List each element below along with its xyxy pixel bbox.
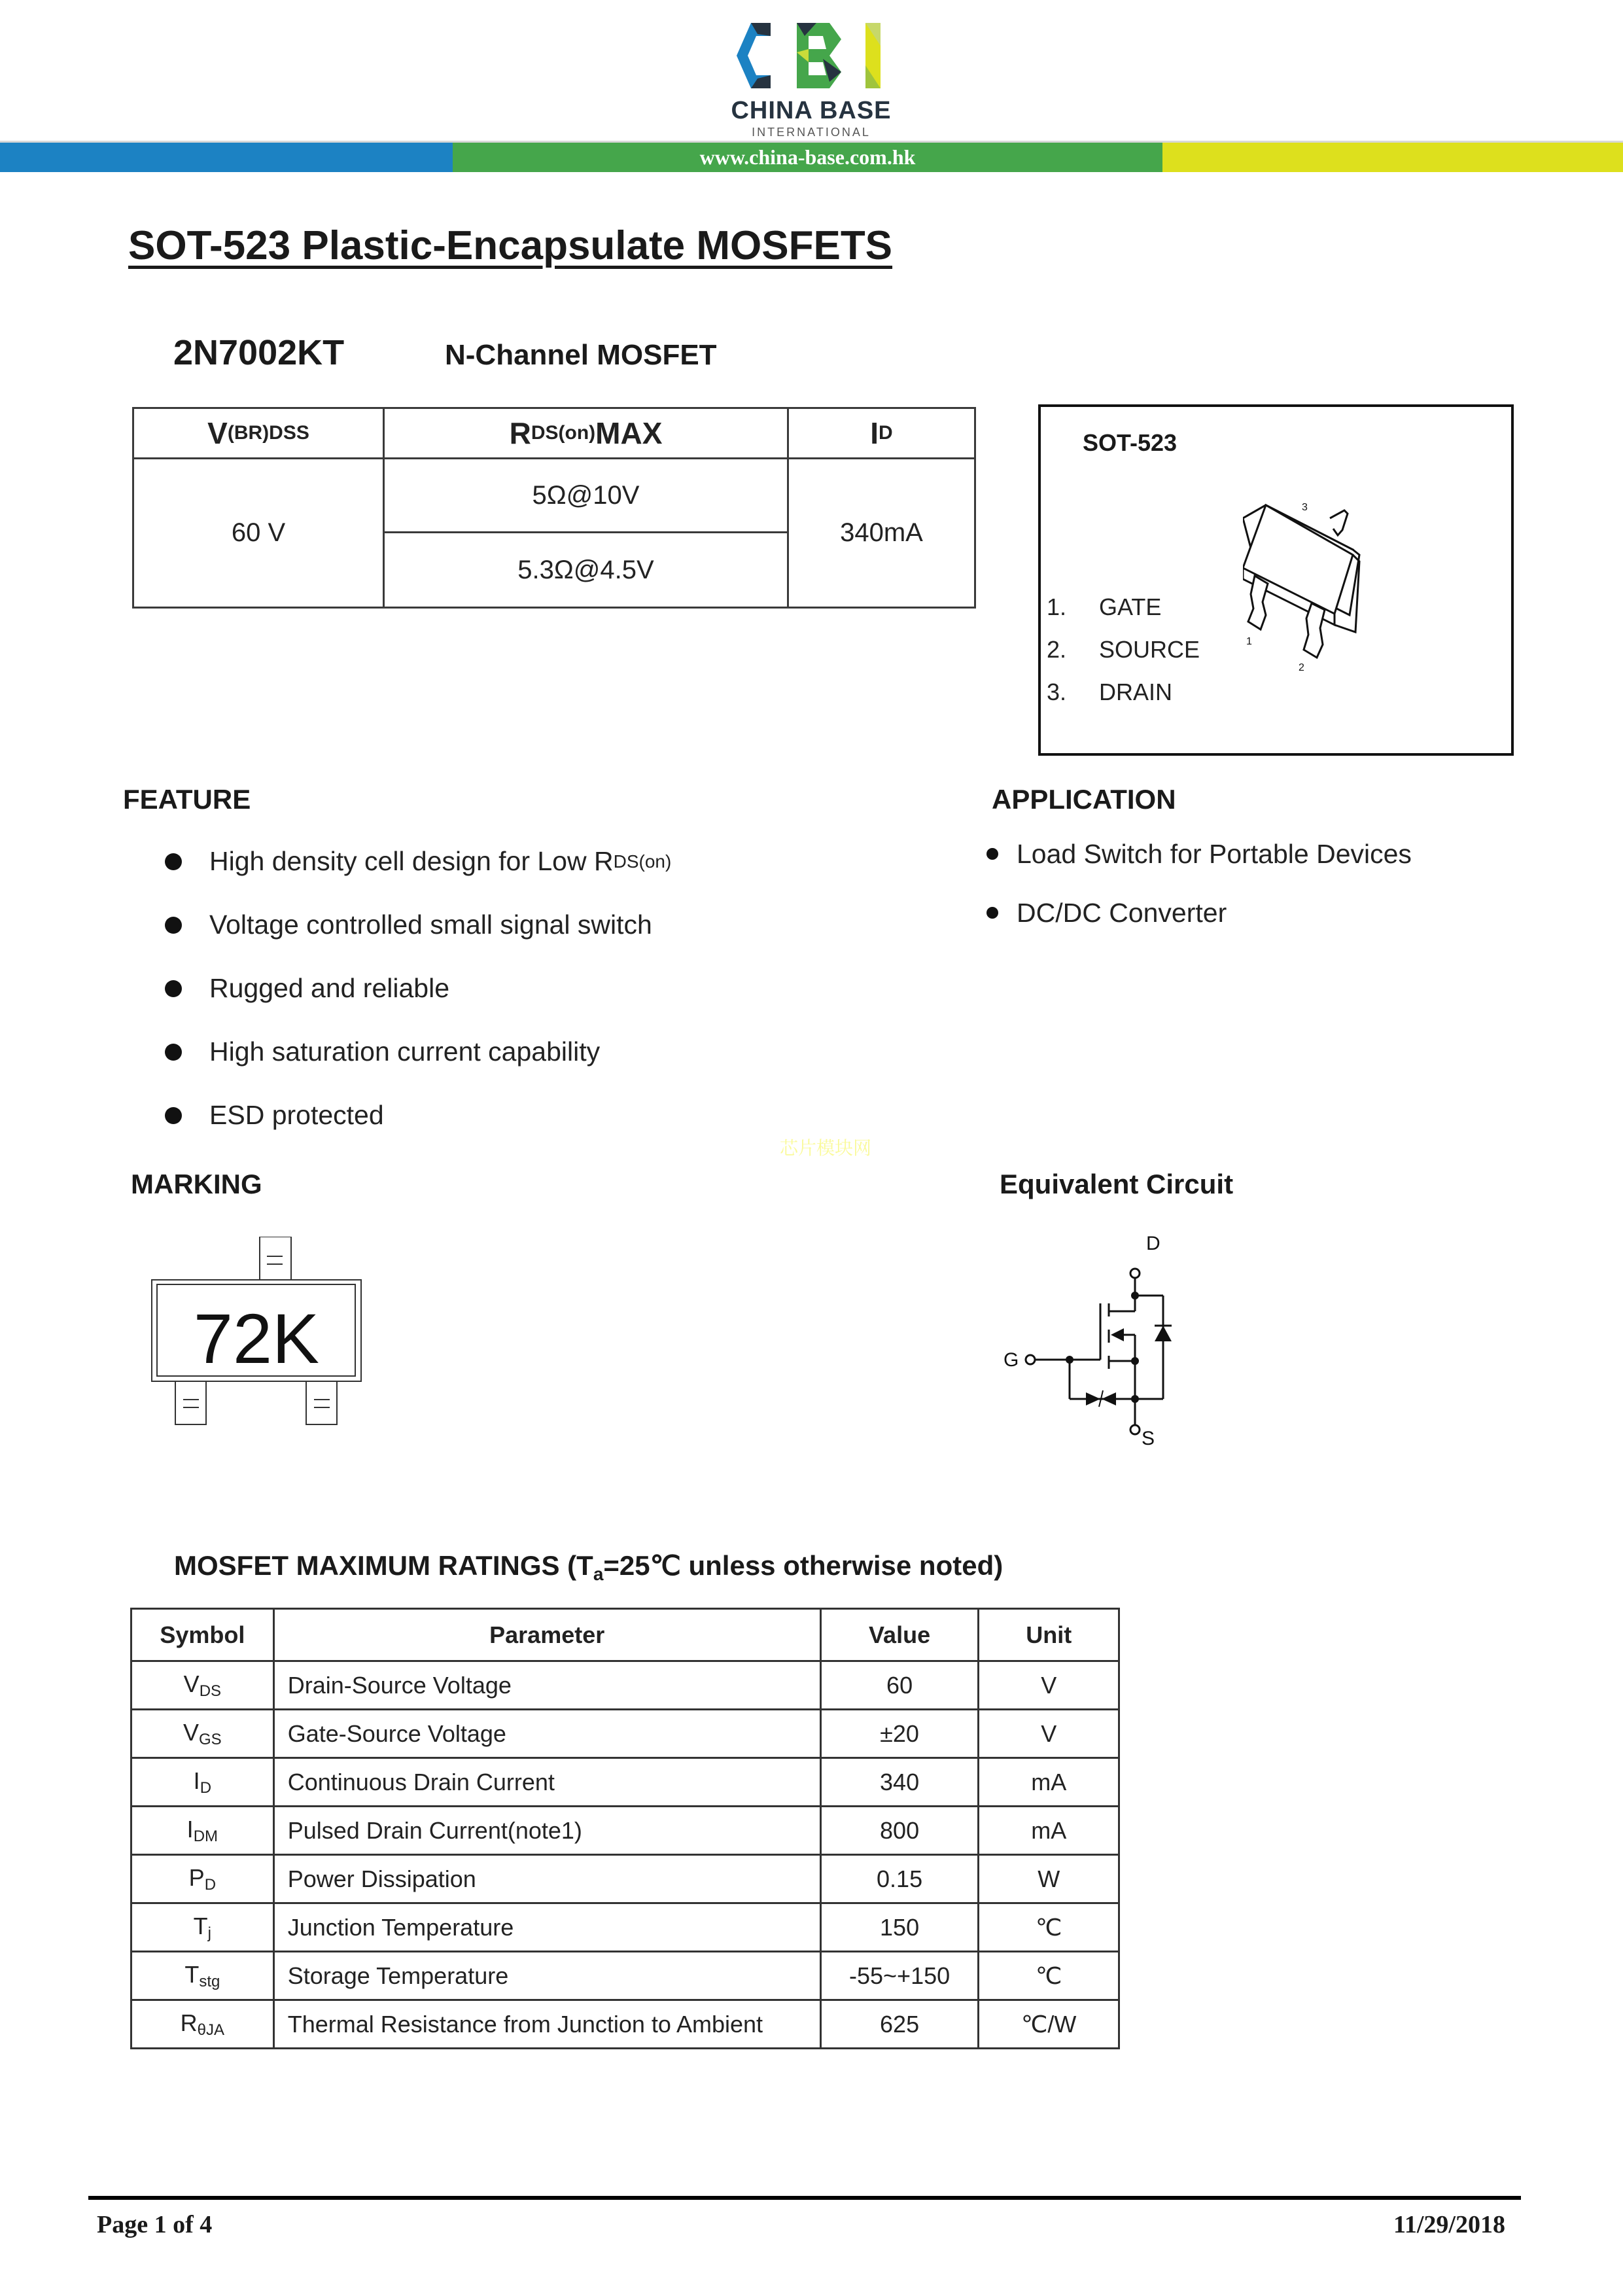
header-vbrdss [134, 409, 383, 457]
feature-heading: FEATURE [123, 784, 251, 815]
ratings-title-suffix: =25℃ unless otherwise noted) [603, 1550, 1003, 1581]
application-item [986, 883, 1412, 942]
pin-number: 2. [1047, 635, 1067, 663]
application-heading: APPLICATION [992, 784, 1176, 815]
parameter-cell: Power Dissipation [273, 1855, 820, 1903]
feature-text: Rugged and reliable [209, 973, 449, 1003]
feature-subscript: DS(on) [613, 851, 672, 872]
symbol-main: V [183, 1718, 200, 1746]
ratings-table [130, 1608, 1120, 2049]
document-title: SOT-523 Plastic-Encapsulate MOSFETS [128, 223, 893, 268]
feature-item [165, 1020, 671, 1084]
pin-number: 3. [1047, 678, 1067, 705]
unit-cell: mA [979, 1807, 1119, 1855]
brand-name: CHINA BASE [731, 97, 892, 124]
pin-name: SOURCE [1099, 635, 1200, 663]
symbol-main: I [186, 1815, 194, 1843]
unit-cell: V [979, 1710, 1119, 1758]
symbol-cell [131, 1758, 274, 1807]
symbol-main: T [184, 1960, 200, 1988]
ratings-title-prefix: MOSFET MAXIMUM RATINGS (T [174, 1550, 593, 1581]
watermark: 芯片模块网 [780, 1137, 872, 1159]
header-sub: D [879, 422, 893, 444]
rdson-value-4v5: 5.3Ω@4.5V [517, 555, 654, 584]
feature-item [165, 830, 671, 893]
symbol-cell [131, 1710, 274, 1758]
pin-list [1047, 586, 1200, 713]
table-row [131, 1758, 1119, 1807]
parameter-cell: Storage Temperature [273, 1952, 820, 2000]
bullet-icon [165, 980, 182, 997]
symbol-cell [131, 2000, 274, 2049]
pin-row [1047, 671, 1200, 713]
feature-text: ESD protected [209, 1100, 384, 1130]
feature-list [165, 830, 671, 1147]
header-stripe-yellow [1162, 143, 1623, 172]
table-row [131, 1903, 1119, 1952]
spec-summary-table [132, 407, 976, 609]
parameter-cell: Junction Temperature [273, 1903, 820, 1952]
value-cell: 150 [820, 1903, 979, 1952]
bullet-icon [986, 907, 998, 919]
pin-label-1: 1 [1246, 636, 1252, 647]
symbol-cell [131, 1661, 274, 1710]
parameter-cell: Drain-Source Voltage [273, 1661, 820, 1710]
table-row [131, 2000, 1119, 2049]
parameter-cell: Continuous Drain Current [273, 1758, 820, 1807]
part-number: 2N7002KT [173, 333, 345, 372]
symbol-main: R [180, 2009, 198, 2036]
parameter-cell: Gate-Source Voltage [273, 1710, 820, 1758]
source-label: S [1142, 1428, 1155, 1446]
bullet-icon [165, 1107, 182, 1124]
unit-cell: ℃ [979, 1903, 1119, 1952]
symbol-main: P [188, 1863, 205, 1891]
csi-logo-icon [731, 20, 908, 92]
value-cell: ±20 [820, 1710, 979, 1758]
bullet-icon [986, 848, 998, 860]
symbol-main: T [193, 1912, 208, 1939]
marking-heading: MARKING [131, 1169, 262, 1199]
circuit-heading: Equivalent Circuit [1000, 1169, 1234, 1199]
marking-package-icon [147, 1237, 370, 1426]
symbol-sub: D [204, 1875, 217, 1894]
symbol-cell [131, 1903, 274, 1952]
table-row [131, 1807, 1119, 1855]
bullet-icon [165, 853, 182, 870]
table-row [131, 1855, 1119, 1903]
document-date: 11/29/2018 [1393, 2211, 1505, 2238]
bullet-icon [165, 1044, 182, 1061]
symbol-main: I [193, 1767, 200, 1794]
unit-cell: ℃/W [979, 2000, 1119, 2049]
header-stripe-blue [0, 143, 453, 172]
value-cell: 60 [820, 1661, 979, 1710]
value-cell: 625 [820, 2000, 979, 2049]
column-header-unit: Unit [979, 1609, 1119, 1661]
vbrdss-value: 60 V [231, 518, 286, 547]
drain-label: D [1146, 1233, 1161, 1254]
header-main: R [509, 416, 531, 450]
pin-row [1047, 628, 1200, 671]
gate-label: G [1003, 1349, 1019, 1371]
application-text: Load Switch for Portable Devices [1017, 838, 1412, 869]
header-main: V [207, 416, 228, 450]
website-link[interactable]: www.china-base.com.hk [699, 145, 916, 169]
marking-code: 72K [193, 1299, 320, 1378]
part-description: N-Channel MOSFET [445, 339, 717, 371]
ratings-title-sub: a [593, 1564, 604, 1584]
package-title: SOT-523 [1083, 429, 1178, 456]
application-list [986, 824, 1412, 942]
header-rdson [385, 409, 787, 457]
symbol-cell [131, 1855, 274, 1903]
pin-row [1047, 586, 1200, 628]
symbol-sub: θJA [197, 2021, 225, 2039]
header-sub: DS(on) [531, 422, 596, 444]
feature-item [165, 1084, 671, 1147]
unit-cell: W [979, 1855, 1119, 1903]
table-row [131, 1952, 1119, 2000]
parameter-cell: Thermal Resistance from Junction to Ambient [273, 2000, 820, 2049]
unit-cell: V [979, 1661, 1119, 1710]
unit-cell: mA [979, 1758, 1119, 1807]
symbol-sub: j [207, 1924, 212, 1942]
parameter-cell: Pulsed Drain Current(note1) [273, 1807, 820, 1855]
value-cell: -55~+150 [820, 1952, 979, 2000]
feature-item [165, 893, 671, 957]
ratings-header-row [131, 1609, 1119, 1661]
symbol-sub: GS [199, 1730, 222, 1748]
header-suffix: MAX [595, 416, 663, 450]
pin-label-3: 3 [1302, 502, 1308, 513]
ratings-title [174, 1549, 1003, 1585]
column-header-value: Value [820, 1609, 979, 1661]
id-value: 340mA [840, 518, 923, 547]
feature-item [165, 957, 671, 1020]
value-cell: 0.15 [820, 1855, 979, 1903]
symbol-sub: DM [193, 1827, 218, 1845]
table-row [131, 1710, 1119, 1758]
header-id [789, 409, 974, 457]
application-item [986, 824, 1412, 883]
page-indicator: Page 1 of 4 [97, 2211, 213, 2238]
value-cell: 340 [820, 1758, 979, 1807]
pin-name: DRAIN [1099, 678, 1173, 705]
feature-text: High saturation current capability [209, 1036, 601, 1067]
table-row [131, 1661, 1119, 1710]
brand-subtitle: INTERNATIONAL [752, 126, 871, 139]
column-header-parameter: Parameter [273, 1609, 820, 1661]
symbol-sub: D [200, 1778, 212, 1797]
equivalent-circuit-icon [994, 1230, 1204, 1446]
unit-cell: ℃ [979, 1952, 1119, 2000]
pin-label-2: 2 [1299, 662, 1304, 673]
bullet-icon [165, 917, 182, 934]
symbol-main: V [183, 1670, 200, 1697]
pin-name: GATE [1099, 593, 1162, 620]
application-text: DC/DC Converter [1017, 897, 1227, 928]
feature-text: High density cell design for Low R [209, 846, 614, 876]
sot523-package-icon [1243, 484, 1459, 700]
symbol-sub: stg [199, 1972, 220, 1990]
symbol-cell [131, 1807, 274, 1855]
symbol-sub: DS [199, 1682, 222, 1700]
symbol-cell [131, 1952, 274, 2000]
rdson-value-10v: 5Ω@10V [532, 480, 640, 510]
header-sub: (BR)DSS [227, 422, 309, 444]
footer-divider [88, 2196, 1521, 2200]
column-header-symbol: Symbol [131, 1609, 274, 1661]
header-main: I [870, 416, 879, 450]
feature-text: Voltage controlled small signal switch [209, 910, 652, 940]
pin-number: 1. [1047, 593, 1067, 620]
value-cell: 800 [820, 1807, 979, 1855]
